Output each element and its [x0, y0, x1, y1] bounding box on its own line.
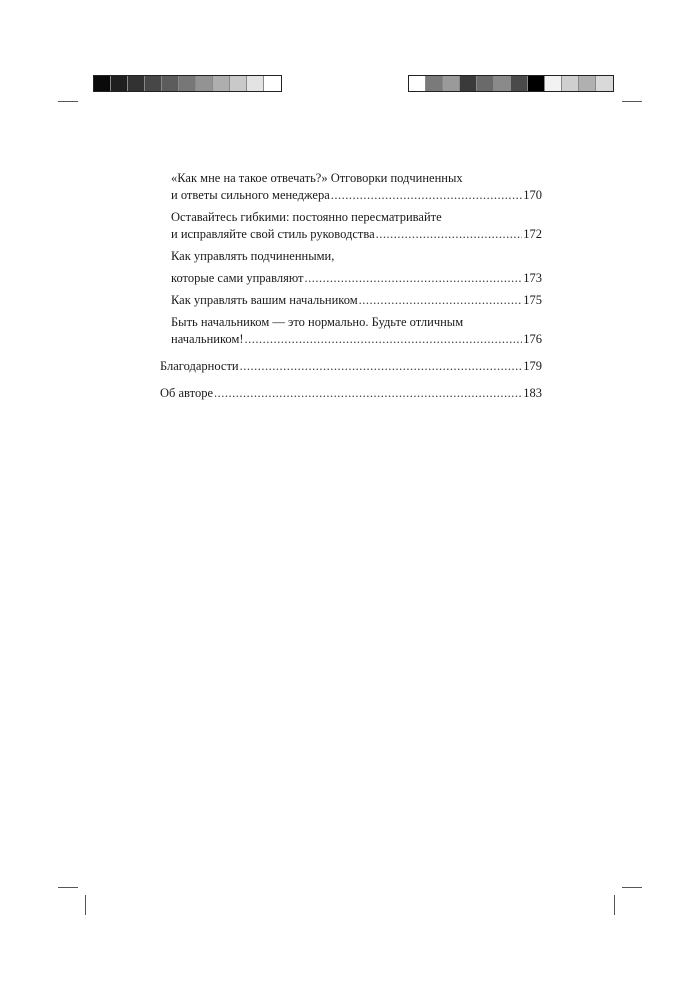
- color-swatch: [443, 76, 460, 91]
- dot-leader: [240, 358, 523, 375]
- color-swatch: [545, 76, 562, 91]
- color-swatch: [111, 76, 128, 91]
- crop-mark: [85, 895, 86, 915]
- toc-entry-title: Как управлять вашим начальником: [171, 293, 358, 307]
- color-swatch: [596, 76, 613, 91]
- toc-entry[interactable]: [171, 248, 542, 287]
- toc-entry-title: которые сами управляют: [171, 271, 304, 285]
- table-of-contents: [160, 170, 542, 402]
- toc-entry-title: Благодарности: [160, 359, 239, 373]
- color-calibration-bar-right: [408, 75, 614, 92]
- color-swatch: [128, 76, 145, 91]
- toc-page-number: 173: [523, 271, 542, 285]
- toc-entry-title: «Как мне на такое отвечать?» Отговорки подчиненных: [171, 171, 463, 185]
- dot-leader: [214, 385, 522, 402]
- color-swatch: [528, 76, 545, 91]
- color-swatch: [460, 76, 477, 91]
- crop-mark: [622, 887, 642, 888]
- dot-leader: [304, 270, 522, 287]
- color-swatch: [494, 76, 511, 91]
- toc-entry-title: начальником!: [171, 332, 244, 346]
- toc-entry[interactable]: [160, 385, 542, 402]
- crop-mark: [58, 887, 78, 888]
- color-swatch: [477, 76, 494, 91]
- color-swatch: [264, 76, 281, 91]
- color-swatch: [94, 76, 111, 91]
- toc-entry-title: Оставайтесь гибкими: постоянно пересматривайте: [171, 210, 442, 224]
- color-swatch: [247, 76, 264, 91]
- color-swatch: [409, 76, 426, 91]
- crop-mark: [58, 101, 78, 102]
- toc-entry[interactable]: [171, 209, 542, 243]
- crop-mark: [614, 895, 615, 915]
- color-swatch: [426, 76, 443, 91]
- color-swatch: [230, 76, 247, 91]
- crop-mark: [622, 101, 642, 102]
- dot-leader: [331, 187, 523, 204]
- dot-leader: [245, 331, 523, 348]
- toc-entry[interactable]: [171, 170, 542, 204]
- color-swatch: [179, 76, 196, 91]
- toc-entry-title: и ответы сильного менеджера: [171, 188, 330, 202]
- toc-page-number: 183: [523, 386, 542, 400]
- toc-entry[interactable]: [171, 314, 542, 348]
- toc-entry-title: и исправляйте свой стиль руководства: [171, 227, 375, 241]
- toc-page-number: 179: [523, 359, 542, 373]
- toc-page-number: 176: [523, 332, 542, 346]
- dot-leader: [359, 292, 523, 309]
- toc-entry-title: Об авторе: [160, 386, 213, 400]
- toc-entry-title: Как управлять подчиненными,: [171, 249, 335, 263]
- color-swatch: [196, 76, 213, 91]
- color-swatch: [511, 76, 528, 91]
- toc-entry-title: Быть начальником — это нормально. Будьте отличным: [171, 315, 464, 329]
- dot-leader: [376, 226, 523, 243]
- color-swatch: [162, 76, 179, 91]
- color-swatch: [213, 76, 230, 91]
- toc-page-number: 172: [523, 227, 542, 241]
- toc-entry[interactable]: [171, 292, 542, 309]
- toc-page-number: 175: [523, 293, 542, 307]
- color-swatch: [145, 76, 162, 91]
- toc-entry[interactable]: [160, 358, 542, 375]
- color-swatch: [562, 76, 579, 91]
- color-swatch: [579, 76, 596, 91]
- color-calibration-bar-left: [93, 75, 282, 92]
- toc-page-number: 170: [523, 188, 542, 202]
